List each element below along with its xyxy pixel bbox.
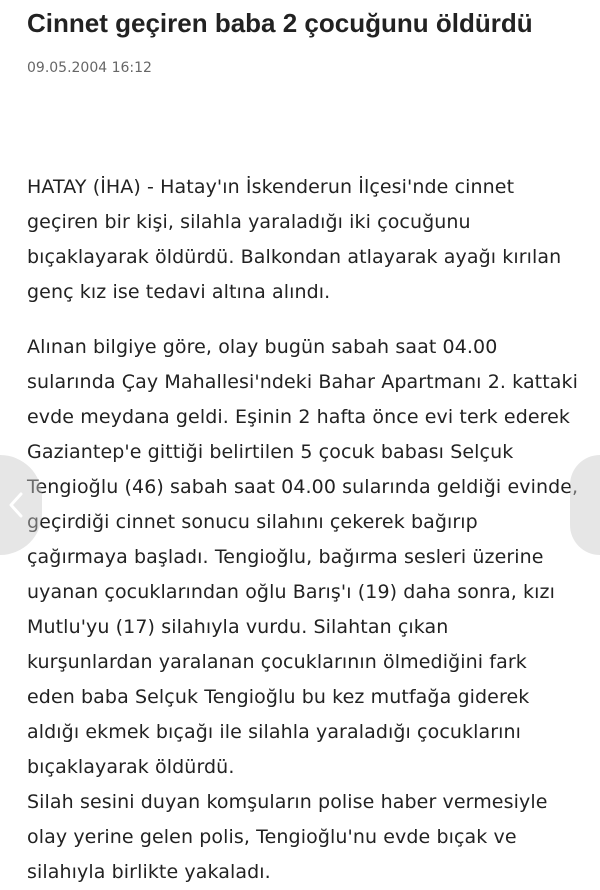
chevron-left-icon	[8, 491, 24, 519]
paragraph-line: eden baba Selçuk Tengioğlu bu kez mutfağa giderek	[27, 686, 530, 708]
article-paragraph-1	[27, 170, 587, 310]
paragraph-line: Silah sesini duyan komşuların polise haber vermesiyle	[27, 791, 548, 813]
paragraph-line: geçirdiği cinnet sonucu silahını çekerek bağırıp	[27, 511, 478, 533]
article-paragraph-2	[27, 330, 587, 890]
paragraph-line: silahıyla birlikte yakaladı.	[27, 861, 271, 883]
article-title: Cinnet geçiren baba 2 çocuğunu öldürdü	[27, 8, 533, 38]
paragraph-line: evde meydana geldi. Eşinin 2 hafta önce evi terk ederek	[27, 406, 571, 428]
paragraph-line: genç kız ise tedavi altına alındı.	[27, 281, 331, 303]
paragraph-line: aldığı ekmek bıçağı ile silahla yaraladığı çocuklarını	[27, 721, 522, 743]
paragraph-line: bıçaklayarak öldürdü. Balkondan atlayarak ayağı kırılan	[27, 246, 562, 268]
paragraph-line: kurşunlardan yaralanan çocuklarının ölmediğini fark	[27, 651, 527, 673]
paragraph-line: çağırmaya başladı. Tengioğlu, bağırma sesleri üzerine	[27, 546, 544, 568]
paragraph-line: Alınan bilgiye göre, olay bugün sabah saat 04.00	[27, 336, 498, 358]
paragraph-line: Mutlu'yu (17) silahıyla vurdu. Silahtan çıkan	[27, 616, 449, 638]
paragraph-line: Gaziantep'e gittiği belirtilen 5 çocuk babası Selçuk	[27, 441, 514, 463]
article-date: 09.05.2004 16:12	[27, 60, 152, 76]
next-slide-button[interactable]	[570, 455, 600, 555]
paragraph-line: uyanan çocuklarından oğlu Barış'ı (19) daha sonra, kızı	[27, 581, 555, 603]
paragraph-line: Tengioğlu (46) sabah saat 04.00 sularında geldiği evinde,	[27, 476, 579, 498]
paragraph-line: geçiren bir kişi, silahla yaraladığı iki çocuğunu	[27, 211, 471, 233]
paragraph-line: olay yerine gelen polis, Tengioğlu'nu evde bıçak ve	[27, 826, 517, 848]
paragraph-line: HATAY (İHA) - Hatay'ın İskenderun İlçesi'nde cinnet	[27, 176, 515, 198]
paragraph-line: bıçaklayarak öldürdü.	[27, 756, 235, 778]
paragraph-line: sularında Çay Mahallesi'ndeki Bahar Apartmanı 2. kattaki	[27, 371, 579, 393]
